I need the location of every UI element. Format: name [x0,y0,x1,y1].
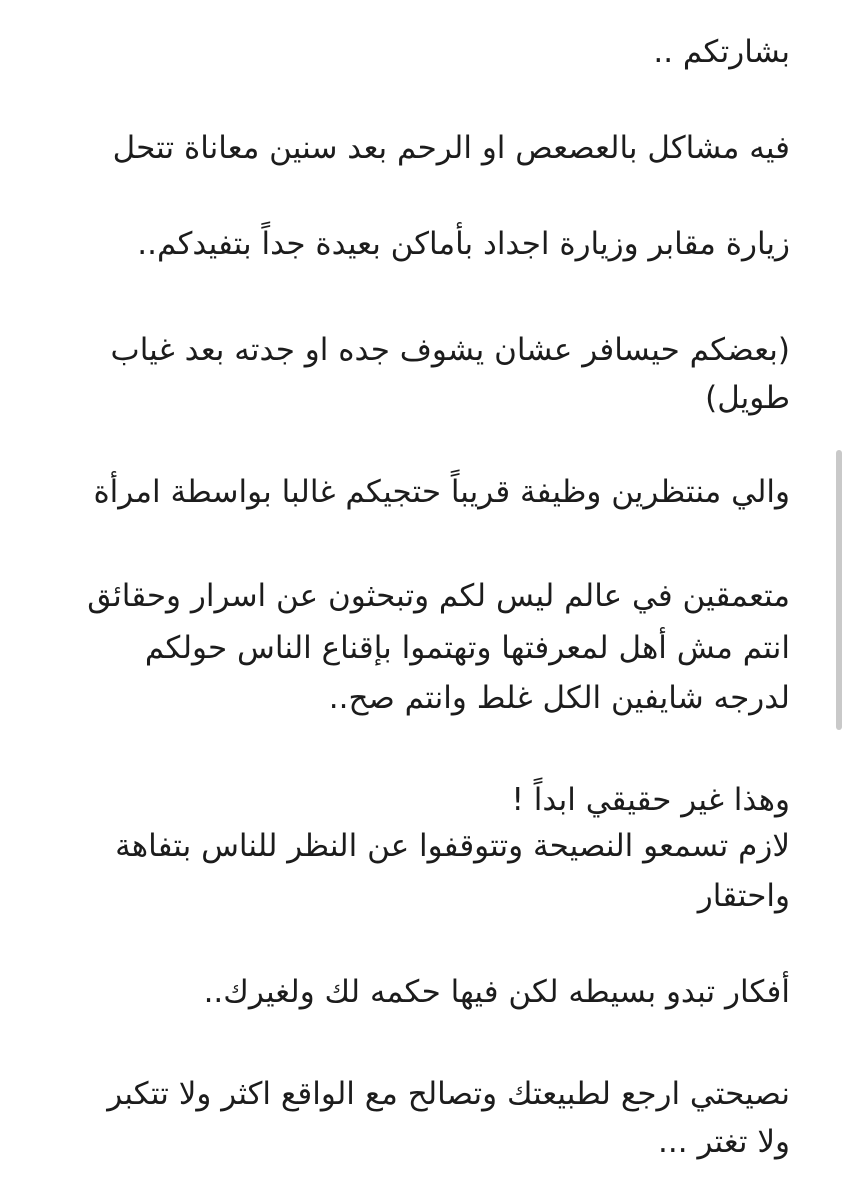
note-line: فيه مشاكل بالعصعص او الرحم بعد سنين معاناة تتحل [112,130,790,166]
note-line: زيارة مقابر وزيارة اجداد بأماكن بعيدة جداً بتفيدكم.. [137,226,790,262]
note-line: متعمقين في عالم ليس لكم وتبحثون عن اسرار وحقائق [87,578,790,614]
note-line: واحتقار [697,878,790,914]
note-line: ولا تغتر ... [658,1124,790,1160]
vertical-scrollbar[interactable] [836,450,842,730]
note-line: لازم تسمعو النصيحة وتتوقفوا عن النظر للناس بتفاهة [115,828,790,864]
note-line: بشارتكم .. [653,34,790,70]
note-line: انتم مش أهل لمعرفتها وتهتموا بإقناع الناس حولكم [144,630,790,666]
note-line: (بعضكم حيسافر عشان يشوف جده او جدته بعد غياب [110,332,790,368]
note-line: نصيحتي ارجع لطبيعتك وتصالح مع الواقع اكثر ولا تتكبر [107,1076,790,1112]
note-line: والي منتظرين وظيفة قريباً حتجيكم غالبا بواسطة امرأة [93,474,790,510]
note-line: طويل) [705,380,790,416]
note-line: لدرجه شايفين الكل غلط وانتم صح.. [328,680,790,716]
note-line: أفكار تبدو بسيطه لكن فيها حكمه لك ولغيرك.. [203,974,790,1010]
note-line: وهذا غير حقيقي ابداً ! [511,782,790,818]
